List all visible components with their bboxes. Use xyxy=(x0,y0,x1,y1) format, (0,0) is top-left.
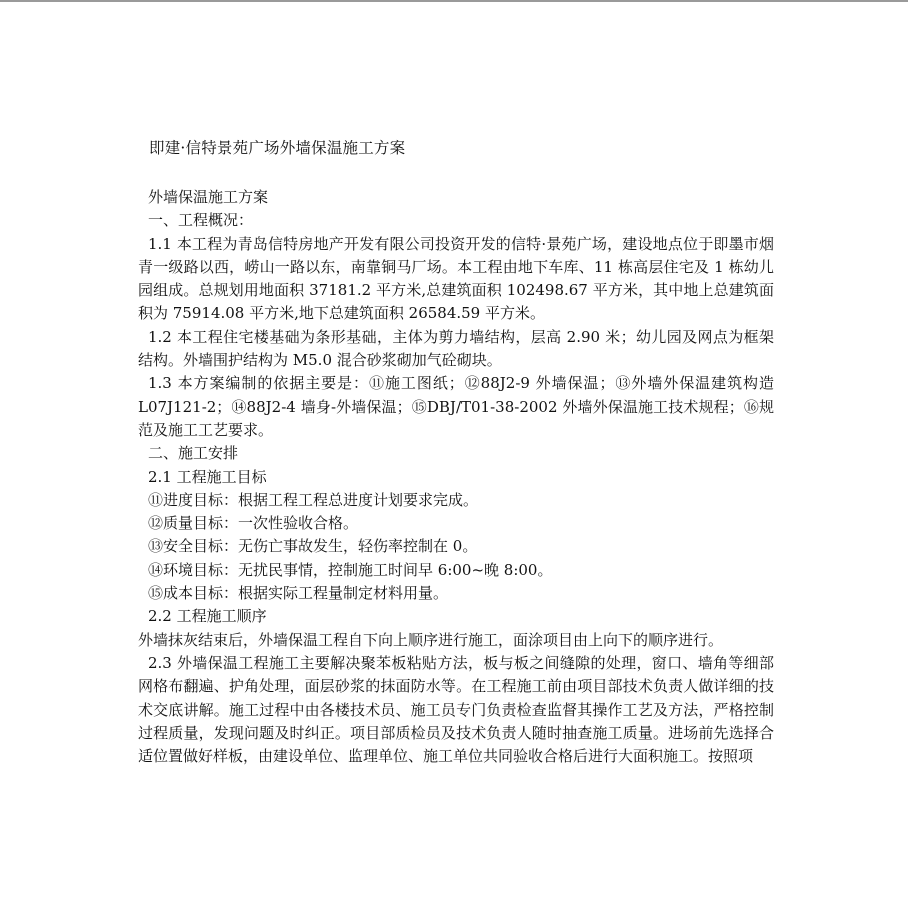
document-body xyxy=(138,186,774,768)
top-border xyxy=(0,0,908,2)
list-item: ⑪进度目标：根据工程工程总进度计划要求完成。 xyxy=(148,490,479,509)
paragraph: 外墙抹灰结束后，外墙保温工程自下向上顺序进行施工，面涂项目由上向下的顺序进行。 xyxy=(138,630,724,649)
section-heading: 外墙保温施工方案 xyxy=(148,188,269,206)
subsection-heading: 2.1 工程施工目标 xyxy=(148,467,267,486)
list-item: ⑬安全目标：无伤亡事故发生，轻伤率控制在 0。 xyxy=(148,537,478,556)
subsection-heading: 2.2 工程施工顺序 xyxy=(148,607,267,626)
section-heading: 一、工程概况： xyxy=(148,211,254,230)
paragraph: 1.3 本方案编制的依据主要是：⑪施工图纸；⑫88J2-9 外墙保温；⑬外墙外保温建筑构造 L07J121-2；⑭88J2-4 墙身-外墙保温；⑮DBJ/T01-38-2002 外墙外保温施工技术规程；⑯规范及施工工艺要求。 xyxy=(138,374,774,439)
paragraph: 1.2 本工程住宅楼基础为条形基础，主体为剪力墙结构，层高 2.90 米；幼儿园及网点为框架结构。外墙围护结构为 M5.0 混合砂浆砌加气砼砌块。 xyxy=(138,327,774,370)
document-title: 即建·信特景苑广场外墙保温施工方案 xyxy=(149,139,406,157)
list-item: ⑮成本目标：根据实际工程量制定材料用量。 xyxy=(148,584,449,603)
list-item: ⑭环境目标：无扰民事情，控制施工时间早 6:00~晚 8:00。 xyxy=(148,560,553,579)
section-heading: 二、施工安排 xyxy=(148,444,239,463)
list-item: ⑫质量目标：一次性验收合格。 xyxy=(148,514,359,533)
paragraph: 2.3 外墙保温工程施工主要解决聚苯板粘贴方法，板与板之间缝隙的处理，窗口、墙角等细部网格布翻遍、护角处理，面层砂浆的抹面防水等。在工程施工前由项目部技术负责人做详细的技术交底讲解。施工过程中由各楼技术员、施工员专门负责检查监督其操作工艺及方法，严格控制过程质量，发现问题及时纠正。项目部质检员及技术负责人随时抽查施工质量。进场前先选择合适位置做好样板，由建设单位、监理单位、施工单位共同验收合格后进行大面积施工。按照项 xyxy=(138,653,774,766)
paragraph: 1.1 本工程为青岛信特房地产开发有限公司投资开发的信特·景苑广场，建设地点位于即墨市烟青一级路以西，崂山一路以东，南靠铜马厂场。本工程由地下车库、11 栋高层住宅及 1 栋幼儿园组成。总规划用地面积 37181.2 平方米,总建筑面积 102498.67 平方米，其中地上总建筑面积为 75914.08 平方米,地下总建筑面积 26584.59 平方米。 xyxy=(138,234,774,323)
